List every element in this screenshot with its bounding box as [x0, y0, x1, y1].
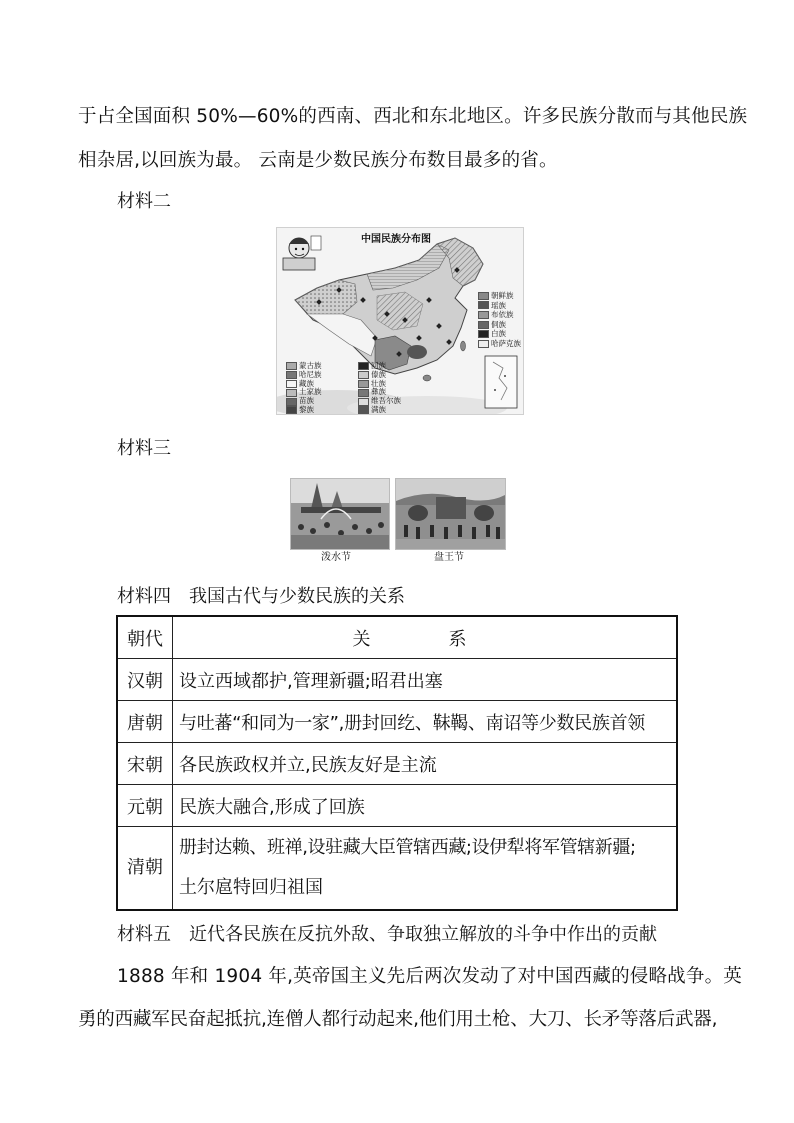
- legend-swatch: [286, 371, 297, 379]
- map-legend-bottom-left: [286, 362, 322, 415]
- table-row: [117, 827, 677, 911]
- cell-dynasty: 汉朝: [117, 659, 173, 701]
- legend-item: 布依族: [478, 310, 521, 320]
- legend-item: 瑶族: [478, 301, 521, 311]
- material5-label: 材料五 近代各民族在反抗外敌、争取独立解放的斗争中作出的贡献: [117, 924, 657, 945]
- legend-item: 哈萨克族: [478, 339, 521, 349]
- paragraph-line-2: 相杂居,以回族为最。 云南是少数民族分布数目最多的省。: [78, 150, 558, 171]
- material4-label: 材料四 我国古代与少数民族的关系: [117, 586, 405, 607]
- legend-item: 苗族: [286, 397, 322, 406]
- legend-swatch: [478, 330, 489, 338]
- legend-swatch: [478, 311, 489, 319]
- cell-dynasty: 清朝: [117, 827, 173, 911]
- table-row: [117, 743, 677, 785]
- map-legend-right: [478, 291, 521, 349]
- legend-item: 土家族: [286, 388, 322, 397]
- cell-dynasty: 唐朝: [117, 701, 173, 743]
- table-header-row: [117, 616, 677, 659]
- legend-swatch: [286, 380, 297, 388]
- cell-dynasty: 元朝: [117, 785, 173, 827]
- festival-photo-graphic: [396, 479, 505, 549]
- photo-caption-1: 泼水节: [321, 552, 351, 563]
- map-legend-bottom-right: [358, 362, 401, 415]
- material5-line-1: 1888 年和 1904 年,英帝国主义先后两次发动了对中国西藏的侵略战争。英: [117, 966, 742, 987]
- legend-item: 满族: [358, 406, 401, 415]
- legend-swatch: [478, 321, 489, 329]
- legend-swatch: [478, 301, 489, 309]
- legend-swatch: [478, 292, 489, 300]
- water-splashing-festival-photo: [290, 478, 390, 550]
- festival-photo-graphic: [291, 479, 389, 549]
- legend-swatch: [358, 389, 369, 397]
- legend-item: 维吾尔族: [358, 397, 401, 406]
- cell-relation: 民族大融合,形成了回族: [173, 785, 678, 827]
- cell-relation: 设立西域都护,管理新疆;昭君出塞: [173, 659, 678, 701]
- legend-swatch: [358, 362, 369, 370]
- cell-relation: 各民族政权并立,民族友好是主流: [173, 743, 678, 785]
- legend-item: 白族: [478, 329, 521, 339]
- material2-label: 材料二: [117, 191, 171, 212]
- legend-swatch: [358, 398, 369, 406]
- legend-item: 彝族: [358, 388, 401, 397]
- legend-swatch: [286, 406, 297, 414]
- table-row: [117, 701, 677, 743]
- legend-swatch: [358, 380, 369, 388]
- legend-item: 傣族: [358, 371, 401, 380]
- legend-swatch: [478, 340, 489, 348]
- legend-swatch: [286, 389, 297, 397]
- cell-relation: [173, 827, 678, 911]
- panwang-festival-photo: [395, 478, 506, 550]
- dynasty-relations-table: [116, 615, 678, 911]
- paragraph-line-1: 于占全国面积 50%—60%的西南、西北和东北地区。许多民族分散而与其他民族: [78, 106, 748, 127]
- material3-label: 材料三: [117, 438, 171, 459]
- table-row: [117, 785, 677, 827]
- cell-relation-line-2: 土尔扈特回归祖国: [179, 877, 323, 898]
- table-row: [117, 659, 677, 701]
- photo-caption-2: 盘王节: [434, 552, 464, 563]
- cell-relation-line-1: 册封达赖、班禅,设驻藏大臣管辖西藏;设伊犁将军管辖新疆;: [179, 837, 636, 858]
- legend-swatch: [286, 362, 297, 370]
- legend-swatch: [286, 398, 297, 406]
- ethnic-distribution-map: [276, 227, 524, 415]
- legend-swatch: [358, 406, 369, 414]
- header-dynasty: 朝代: [117, 616, 173, 659]
- legend-item: 回族: [358, 362, 401, 371]
- legend-item: 哈尼族: [286, 371, 322, 380]
- legend-item: 朝鲜族: [478, 291, 521, 301]
- legend-item: 黎族: [286, 406, 322, 415]
- legend-item: 壮族: [358, 380, 401, 389]
- cell-dynasty: 宋朝: [117, 743, 173, 785]
- map-title: 中国民族分布图: [361, 234, 431, 245]
- header-relation: 关 系: [173, 616, 678, 659]
- cell-relation: 与吐蕃“和同为一家”,册封回纥、靺鞨、南诏等少数民族首领: [173, 701, 678, 743]
- legend-item: 藏族: [286, 380, 322, 389]
- material5-line-2: 勇的西藏军民奋起抵抗,连僧人都行动起来,他们用土枪、大刀、长矛等落后武器,: [78, 1009, 718, 1030]
- legend-item: 侗族: [478, 320, 521, 330]
- legend-swatch: [358, 371, 369, 379]
- legend-item: 蒙古族: [286, 362, 322, 371]
